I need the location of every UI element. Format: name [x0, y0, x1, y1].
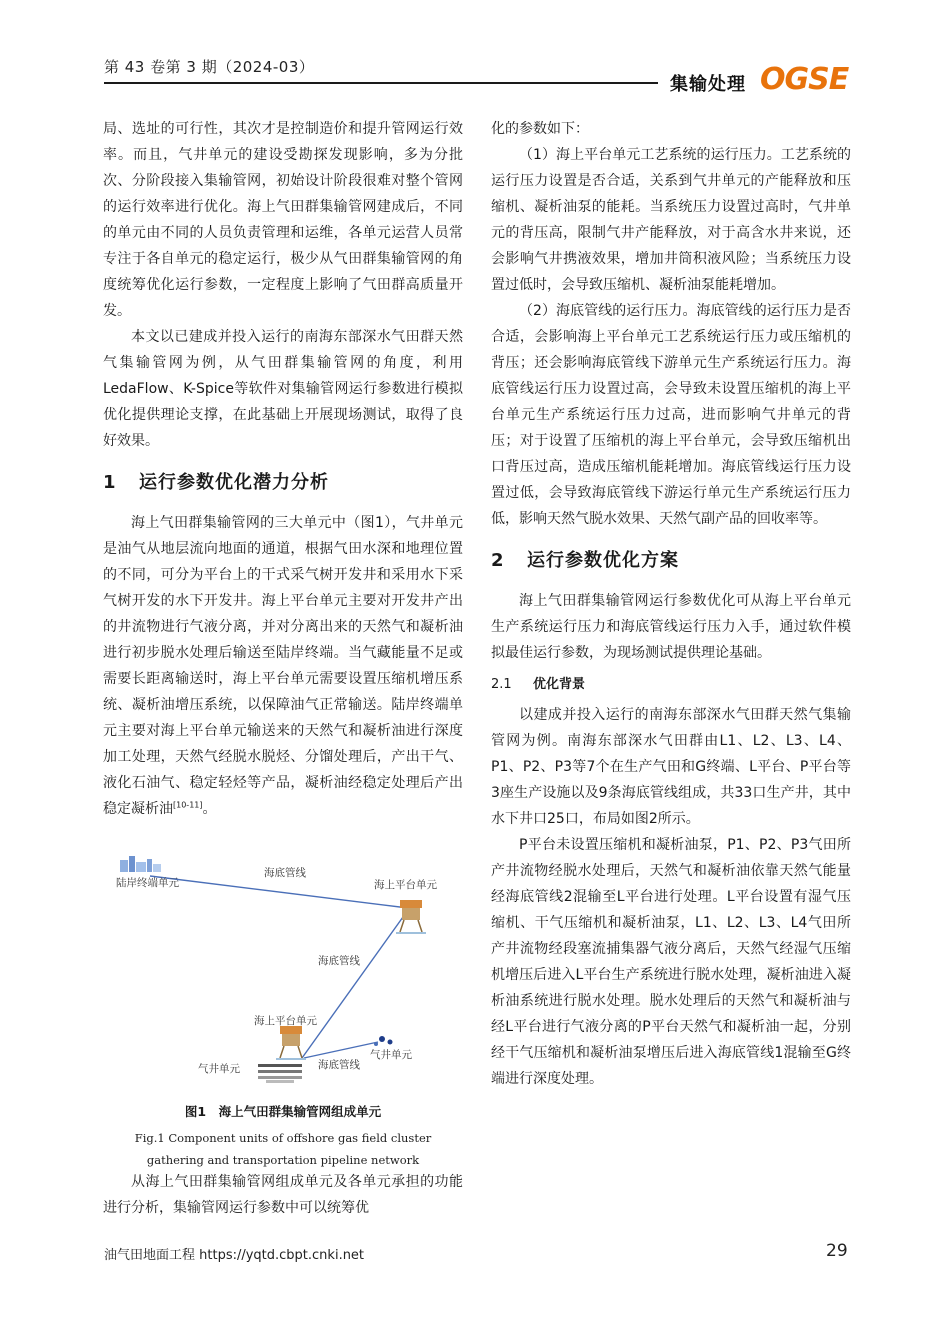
journal-footer: 油气田地面工程 https://yqtd.cbpt.cnki.net: [104, 1248, 365, 1263]
subsection-number: 2.1: [491, 677, 512, 692]
subsection-title: 优化背景: [533, 677, 586, 692]
pipeline-line: [302, 910, 408, 1058]
figure-label: 海底管线: [264, 867, 306, 879]
column-title: 集输处理: [670, 74, 746, 95]
offshore-platform-icon: [396, 900, 426, 934]
figure-label: 海上平台单元: [254, 1015, 317, 1027]
section-heading-2: [491, 548, 851, 574]
section-number: 2: [491, 550, 505, 571]
figure-label: 海上平台单元: [374, 879, 437, 891]
paragraph: 海上气田群集输管网运行参数优化可从海上平台单元生产系统运行压力和海底管线运行压力入手，通过软件模拟最佳运行参数，为现场测试提供理论基础。: [491, 593, 851, 661]
citation[interactable]: [10-11]: [173, 800, 203, 810]
well-cluster-icon: [258, 1064, 302, 1083]
left-column: [103, 116, 463, 822]
paragraph: 化的参数如下：: [491, 121, 589, 137]
subsea-well-icon: [374, 1036, 393, 1046]
figure-label: 海底管线: [318, 1059, 360, 1071]
figure-label: 海底管线: [318, 955, 360, 967]
onshore-terminal-icon: [120, 856, 161, 872]
paragraph: 本文以已建成并投入运行的南海东部深水气田群天然气集输管网为例，从气田群集输管网的角度，利用LedaFlow、K-Spice等软件对集输管网运行参数进行模拟优化提供理论支撑，在此基础上开展现场测试，取得了良好效果。: [103, 329, 463, 449]
header-rule: [104, 82, 658, 84]
section-heading-1: [103, 470, 463, 496]
figure-1: [108, 850, 460, 1090]
paragraph: （2）海底管线的运行压力。海底管线的运行压力是否合适，会影响海上平台单元工艺系统运行压力或压缩机的背压；还会影响海底管线下游单元生产系统运行压力。海底管线运行压力设置过高，会导致未设置压缩机的海上平台单元生产系统运行压力过高，进而影响气井单元的背压；对于设置了压缩机的海上平台单元，会导致压缩机出口背压过高，造成压缩机能耗增加。海底管线运行压力设置过低，会导致海底管线下游运行单元生产系统运行压力低，影响天然气脱水效果、天然气副产品的回收率等。: [491, 303, 851, 527]
paragraph: 以建成并投入运行的南海东部深水气田群天然气集输管网为例。南海东部深水气田群由L1、L2、L3、L4、P1、P2、P3等7个在生产气田和G终端、L平台、P平台等3座生产设施以及9条海底管线组成，共33口生产井，其中水下井口25口，布局如图2所示。: [491, 707, 851, 827]
subsection-heading-2-1: [491, 672, 851, 698]
pipeline-line: [150, 876, 408, 908]
section-title: 运行参数优化潜力分析: [139, 472, 329, 493]
svg-text:OGSE: OGSE: [760, 62, 849, 94]
left-column-after-figure: [103, 1169, 463, 1221]
paragraph: P平台未设置压缩机和凝析油泵，P1、P2、P3气田所产井流物经脱水处理后，天然气和凝析油依靠天然气能量经海底管线2混输至L平台进行处理。L平台设置有湿气压缩机、干气压缩机和凝析油泵，L1、L2、L3、L4气田所产井流物经段塞流捕集器气液分离后，天然气经湿气压缩机增压后进入L平台生产系统进行脱水处理，凝析油进入凝析油系统进行脱水处理。脱水处理后的天然气和凝析油与经L平台进行气液分离的P平台天然气和凝析油一起，分别经干气压缩机和凝析油泵增压后进入海底管线1混输至G终端进行深度处理。: [491, 837, 851, 1087]
figure-label: 陆岸终端单元: [116, 877, 179, 889]
figure-caption-en: Fig.1 Component units of offshore gas field cluster gathering and transportation pipeline network: [134, 1131, 432, 1167]
paragraph: （1）海上平台单元工艺系统的运行压力。工艺系统的运行压力设置是否合适，关系到气井单元的产能释放和压缩机、凝析油泵的能耗。当系统压力设置过高时，气井单元的背压高，限制气井产能释放，对于高含水井来说，还会影响气井携液效果，增加井筒积液风险；当系统压力设置过低时，会导致压缩机、凝析油泵能耗增加。: [491, 147, 851, 293]
right-column: [491, 116, 851, 1092]
page-number: 29: [826, 1241, 848, 1261]
paragraph: 局、选址的可行性，其次才是控制造价和提升管网运行效率。而且，气井单元的建设受勘探发现影响，多为分批次、分阶段接入集输管网，初始设计阶段很难对整个管网的运行效率进行优化。海上气田群集输管网建成后，不同的单元由不同的人员负责管理和运维，各单元运营人员常专注于各自单元的稳定运行，极少从气田群集输管网的角度统筹优化运行参数，一定程度上影响了气田群高质量开发。: [103, 121, 463, 319]
paragraph: 海上气田群集输管网的三大单元中（图1），气井单元是油气从地层流向地面的通道，根据气田水深和地理位置的不同，可分为平台上的干式采气树开发井和采用水下采气树开发的水下开发井。海上平台单元主要对开发井产出的井流物进行气液分离，并对分离出来的天然气和凝析油进行初步脱水处理后输送至陆岸终端。当气藏能量不足或需要长距离输送时，海上平台单元需要设置压缩机增压系统、凝析油增压系统，以保障油气正常输送。陆岸终端单元主要对海上平台单元输送来的天然气和凝析油进行深度加工处理，天然气经脱水脱烃、分馏处理后，产出干气、液化石油气、稳定轻烃等产品，凝析油经稳定处理后产出稳定凝析油[10-11]。: [103, 515, 463, 817]
offshore-platform-icon: [276, 1026, 306, 1060]
section-title: 运行参数优化方案: [527, 550, 679, 571]
figure-caption-cn: 图1 海上气田群集输管网组成单元: [184, 1104, 382, 1119]
figure-label: 气井单元: [198, 1063, 240, 1075]
section-number: 1: [103, 472, 117, 493]
journal-issue: 第 43 卷第 3 期（2024-03）: [104, 58, 315, 76]
figure-label: 气井单元: [370, 1049, 412, 1061]
ogse-logo: [760, 62, 852, 94]
pipeline-line: [304, 1042, 378, 1058]
paragraph: 从海上气田群集输管网组成单元及各单元承担的功能进行分析，集输管网运行参数中可以统筹优: [103, 1174, 463, 1216]
